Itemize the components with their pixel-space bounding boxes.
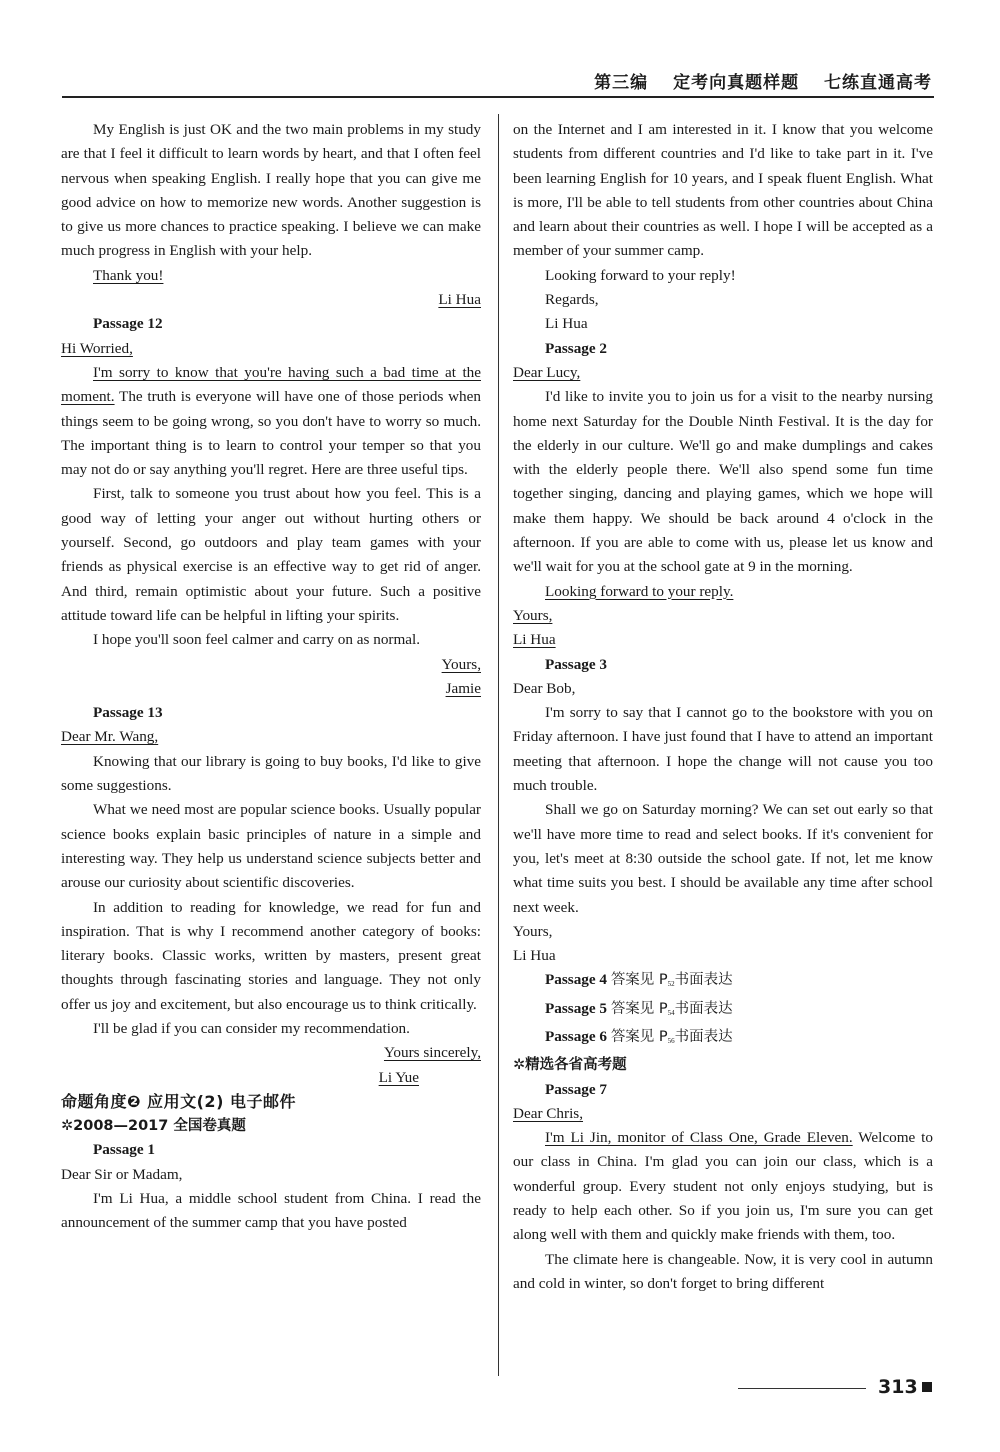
passage-3-closing: Yours,: [513, 922, 553, 940]
passage-1-title: Passage 1: [93, 1141, 156, 1159]
passage-13-science: What we need most are popular science books. Usually popular science books explain basic principles of nature in a simple and interesting way. They help us understand science subjects better and arouse our curiosity about scientific discoveries.: [61, 801, 481, 892]
passage-12-tips: First, talk to someone you trust about how you feel. This is a good way of letting your anger out without hurting others or yourself. Second, go outdoors and play team games with your friends as physical exercise is an effective way to get rid of anger. And third, remain optimistic about your future. Such a positive attitude toward life can be helpful in lifting your spirits.: [61, 485, 481, 624]
right-column: [513, 118, 933, 1296]
passage-7-body: Welcome to our class in China. I'm glad you can join our class, which is a wonderful group. Every student not only enjoys studying, but is ready to help each other. So if you join us, I'm sure you can get along well with them and quickly make friends with them, too.: [513, 1129, 933, 1244]
passage-12-signature: Jamie: [445, 679, 481, 697]
passage-11-signature: Li Hua: [438, 291, 481, 309]
passage-12-hope: I hope you'll soon feel calmer and carry on as normal.: [93, 631, 421, 649]
passage-13-glad: I'll be glad if you can consider my recommendation.: [93, 1019, 410, 1037]
header-section: 第三编: [594, 73, 649, 93]
passage-7-climate: The climate here is changeable. Now, it is very cool in autumn and cold in winter, so don't forget to bring different: [513, 1250, 933, 1292]
passage-1-forward: Looking forward to your reply!: [545, 266, 736, 284]
passage-2-signature: Li Hua: [513, 631, 556, 649]
passage-1-body-start: I'm Li Hua, a middle school student from China. I read the announcement of the summer camp that you have posted: [61, 1190, 481, 1232]
passage-6-reference: Passage 6 答案见 $P_{56}$书面表达: [545, 1027, 733, 1045]
passage-1-greeting: Dear Sir or Madam,: [61, 1165, 183, 1183]
left-column: [61, 118, 481, 1236]
passage-2-closing: Yours,: [513, 606, 553, 624]
footer-rule: [738, 1388, 866, 1389]
passage-7-greeting: Dear Chris,: [513, 1104, 584, 1122]
passage-12-closing: Yours,: [441, 655, 481, 673]
passage-3-signature: Li Hua: [513, 947, 556, 965]
selected-heading: ✲精选各省高考题: [513, 1057, 627, 1074]
passage-3-body-2: Shall we go on Saturday morning? We can set out early so that we'll have more time to read and select books. If it's convenient for you, let's meet at 8:30 outside the school gate. If not, let me know what time suits you best. I should be available any time after school next week.: [513, 801, 933, 916]
passage-1-signature: Li Hua: [545, 315, 588, 333]
passage-12-body: The truth is everyone will have one of those periods when things seem to be going wrong, so you don't have to worry so much. The important thing is to learn to control your temper so that you may not do or say anything you'll regret. Here are three useful tips.: [61, 388, 481, 479]
page-marker-square: [922, 1382, 932, 1392]
passage-3-body-1: I'm sorry to say that I cannot go to the bookstore with you on Friday afternoon. I have just found that I have to attend an important meeting that afternoon. I hope the change will not cause you too much trouble.: [513, 704, 933, 795]
header-series: 七练直通高考: [824, 73, 932, 93]
passage-13-title: Passage 13: [93, 704, 163, 722]
passage-5-reference: Passage 5 答案见 $P_{54}$书面表达: [545, 999, 733, 1017]
running-header: [576, 68, 932, 93]
passage-7-title: Passage 7: [545, 1080, 608, 1098]
passage-13-greeting: Dear Mr. Wang,: [61, 728, 159, 746]
header-topic: 定考向真题样题: [673, 73, 800, 93]
passage-12-opening: I'm sorry to know that you're having such a bad time at the moment.: [61, 363, 481, 406]
passage-3-title: Passage 3: [545, 655, 608, 673]
passage-1-body-continued: on the Internet and I am interested in it. I know that you welcome students from different countries and I'd like to take part in it. I've been learning English for 10 years, and I speak fluent English. What is more, I'll be able to tell students from other countries about China and learn about their countries as well. I hope I will be accepted as a member of your summer camp.: [513, 121, 933, 260]
page-number: 313: [878, 1376, 918, 1398]
passage-11-thanks: Thank you!: [93, 266, 164, 284]
passage-2-greeting: Dear Lucy,: [513, 363, 581, 381]
header-rule: [62, 96, 934, 98]
passage-7-opening: I'm Li Jin, monitor of Class One, Grade Eleven.: [545, 1129, 853, 1147]
passage-13-intro: Knowing that our library is going to buy books, I'd like to give some suggestions.: [61, 752, 481, 795]
passage-2-body: I'd like to invite you to join us for a visit to the nearby nursing home next Saturday for the Double Ninth Festival. It is the day for the elderly in our culture. We'll go and make dumplings and cakes with the elderly people there. We'll also spend some fun time together singing, dancing and playing games, which we hope will make them happy. We should be back around 4 o'clock in the afternoon. If you are able to come with us, please let us know and we'll wait for you at the school gate at 9 in the morning.: [513, 388, 933, 576]
passage-13-signature: Li Yue: [378, 1068, 419, 1086]
passage-1-closing: Regards,: [545, 291, 599, 309]
exam-heading: ✲2008—2017 全国卷真题: [61, 1118, 246, 1135]
passage-3-greeting: Dear Bob,: [513, 679, 576, 697]
column-divider: [498, 114, 499, 1376]
passage-12-title: Passage 12: [93, 315, 163, 333]
passage-11-body: My English is just OK and the two main problems in my study are that I feel it difficult to learn words by heart, and that I often feel nervous when speaking English. I really hope that you can give me good advice on how to memorize new words. Another suggestion is to give us more chances to practice speaking. I believe we can make much progress in English with your help.: [61, 121, 481, 260]
section-heading: 命题角度❷ 应用文(2) 电子邮件: [61, 1091, 296, 1111]
passage-2-title: Passage 2: [545, 339, 608, 357]
passage-4-reference: Passage 4 答案见 $P_{52}$书面表达: [545, 971, 733, 989]
passage-2-forward: Looking forward to your reply.: [545, 582, 734, 600]
passage-13-closing: Yours sincerely,: [383, 1044, 481, 1062]
passage-13-literary: In addition to reading for knowledge, we read for fun and inspiration. That is why I recommend another category of books: literary books. Classic works, written by masters, present great thoughts through fascinating stories and language. They not only offer us joy and excitement, but also encourage us to think critically.: [61, 898, 481, 1013]
passage-12-greeting: Hi Worried,: [61, 339, 133, 357]
